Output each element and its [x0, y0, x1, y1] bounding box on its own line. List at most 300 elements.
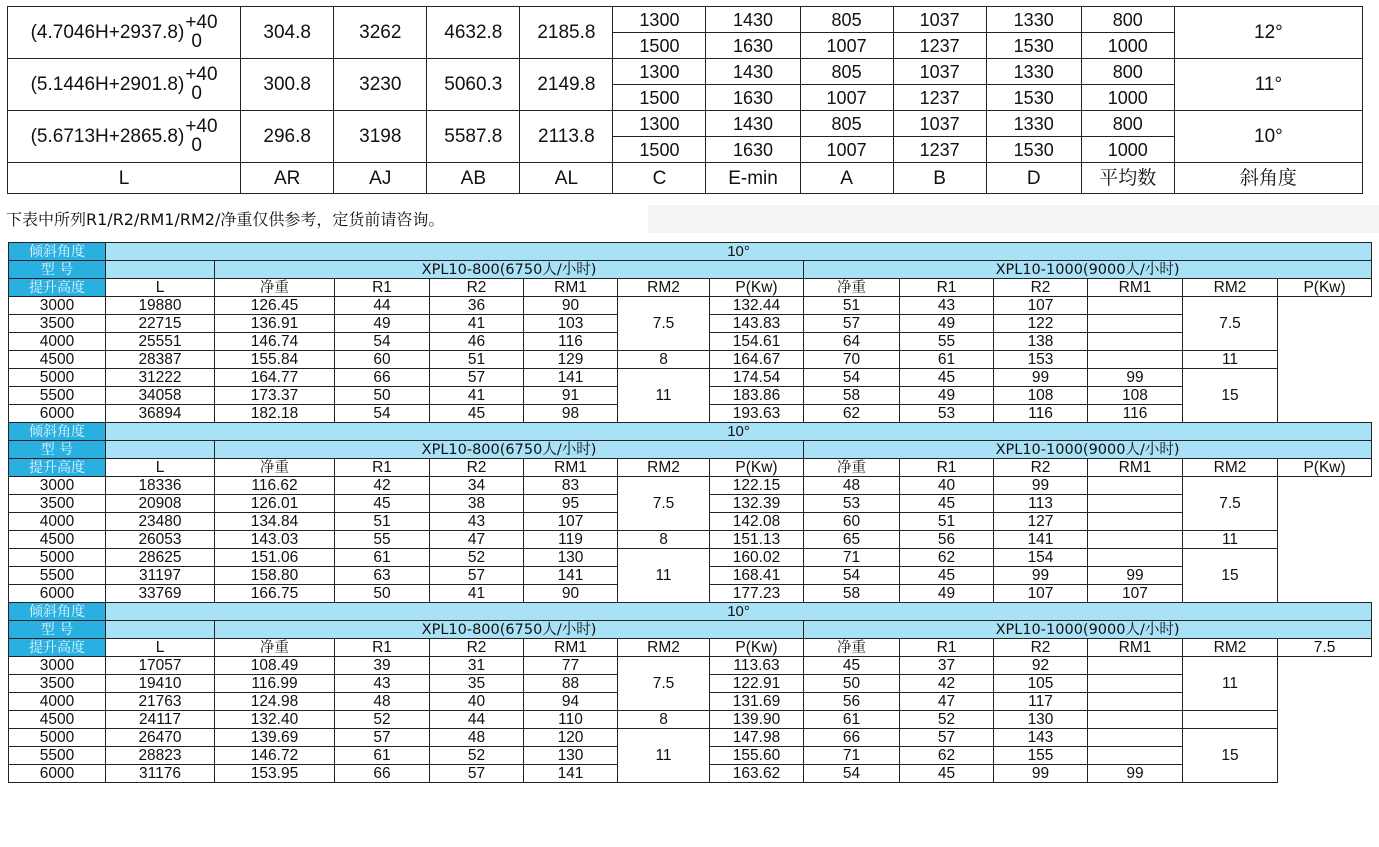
value-cell: 1000 [1081, 137, 1174, 163]
tolerance-lower: 0 [191, 82, 202, 104]
data-cell: 54 [804, 765, 900, 783]
row-label-model: 型 号 [9, 441, 106, 459]
data-cell: 83 [524, 477, 618, 495]
column-header: 净重 [804, 279, 900, 297]
data-cell: 48 [335, 693, 430, 711]
data-cell: 143 [994, 729, 1088, 747]
data-cell: 41 [430, 387, 524, 405]
value-cell: 1530 [986, 137, 1081, 163]
data-cell: 34058 [106, 387, 215, 405]
formula-text: (4.7046H+2937.8) [30, 22, 185, 43]
data-cell: 45 [430, 405, 524, 423]
data-cell: 122 [994, 315, 1088, 333]
footer-label: AB [427, 163, 520, 194]
data-cell: 31176 [106, 765, 215, 783]
data-cell: 116 [994, 405, 1088, 423]
model-a: XPL10-800(6750人/小时) [215, 261, 804, 279]
data-cell [1088, 495, 1183, 513]
tolerance-upper: +40 [185, 64, 218, 86]
value-cell: 1237 [893, 33, 986, 59]
data-cell: 132.44 [710, 297, 804, 315]
data-cell: 57 [430, 765, 524, 783]
data-cell: 163.62 [710, 765, 804, 783]
power-cell: 8 [618, 531, 710, 549]
data-cell: 49 [335, 315, 430, 333]
column-header: RM2 [1183, 639, 1278, 657]
data-cell: 99 [994, 567, 1088, 585]
height-value: 3000 [9, 657, 106, 675]
data-cell: 151.06 [215, 549, 335, 567]
power-cell: 11 [618, 369, 710, 423]
data-cell: 55 [335, 531, 430, 549]
data-cell [1088, 531, 1183, 549]
footer-label: A [800, 163, 893, 194]
height-value: 3000 [9, 297, 106, 315]
data-cell: 116.62 [215, 477, 335, 495]
height-value: 4500 [9, 531, 106, 549]
data-cell: 61 [335, 747, 430, 765]
data-cell: 122.15 [710, 477, 804, 495]
data-cell: 91 [524, 387, 618, 405]
cell-ar: 296.8 [241, 111, 334, 163]
data-cell: 44 [430, 711, 524, 729]
column-header: R2 [430, 459, 524, 477]
cell-al: 2149.8 [520, 59, 613, 111]
value-cell: 805 [800, 59, 893, 85]
data-cell: 110 [524, 711, 618, 729]
data-cell: 65 [804, 531, 900, 549]
column-header: R1 [335, 279, 430, 297]
footer-label: B [893, 163, 986, 194]
power-cell [1183, 711, 1278, 729]
height-value: 4000 [9, 333, 106, 351]
column-header: P(Kw) [1278, 459, 1372, 477]
footer-label: 斜角度 [1174, 163, 1362, 194]
data-cell: 164.67 [710, 351, 804, 369]
cell-ab: 5587.8 [427, 111, 520, 163]
data-cell [1088, 693, 1183, 711]
value-cell: 1330 [986, 111, 1081, 137]
footer-label: 平均数 [1081, 163, 1174, 194]
power-cell: 15 [1183, 369, 1278, 423]
data-cell: 107 [994, 297, 1088, 315]
data-cell: 28823 [106, 747, 215, 765]
row-label-angle: 倾斜角度 [9, 243, 106, 261]
data-cell: 155.60 [710, 747, 804, 765]
data-cell: 155.84 [215, 351, 335, 369]
value-cell: 1037 [893, 59, 986, 85]
data-cell: 143.83 [710, 315, 804, 333]
spacer-cell [106, 261, 215, 279]
data-cell: 98 [524, 405, 618, 423]
cell-aj: 3262 [334, 7, 427, 59]
value-cell: 1430 [706, 7, 800, 33]
data-cell: 113 [994, 495, 1088, 513]
data-cell: 33769 [106, 585, 215, 603]
data-cell: 46 [430, 333, 524, 351]
value-cell: 805 [800, 111, 893, 137]
column-header: RM1 [1088, 459, 1183, 477]
data-cell: 43 [335, 675, 430, 693]
data-cell: 58 [804, 387, 900, 405]
value-cell: 1330 [986, 7, 1081, 33]
data-cell: 43 [900, 297, 994, 315]
footer-label: L [8, 163, 241, 194]
data-cell: 71 [804, 549, 900, 567]
data-cell: 71 [804, 747, 900, 765]
value-cell: 1630 [706, 85, 800, 111]
data-cell: 38 [430, 495, 524, 513]
data-cell: 108.49 [215, 657, 335, 675]
data-cell: 90 [524, 585, 618, 603]
data-cell: 45 [335, 495, 430, 513]
column-header: RM2 [1183, 459, 1278, 477]
data-cell: 126.01 [215, 495, 335, 513]
data-cell: 50 [335, 387, 430, 405]
data-cell: 47 [900, 693, 994, 711]
data-cell: 37 [900, 657, 994, 675]
data-cell: 51 [900, 513, 994, 531]
data-cell: 141 [994, 531, 1088, 549]
tolerance-upper: +40 [185, 12, 218, 34]
data-cell: 174.54 [710, 369, 804, 387]
value-cell: 800 [1081, 59, 1174, 85]
column-header: 净重 [215, 279, 335, 297]
power-cell: 8 [618, 711, 710, 729]
data-cell: 147.98 [710, 729, 804, 747]
data-cell: 132.39 [710, 495, 804, 513]
specification-table [8, 242, 1372, 783]
height-value: 4500 [9, 351, 106, 369]
data-cell: 164.77 [215, 369, 335, 387]
column-header: RM1 [524, 279, 618, 297]
data-cell: 139.69 [215, 729, 335, 747]
spacer-cell [106, 621, 215, 639]
data-cell: 117 [994, 693, 1088, 711]
row-label-height: 提升高度 [9, 639, 106, 657]
power-cell: 11 [1183, 657, 1278, 711]
value-cell: 1500 [613, 137, 706, 163]
data-cell: 130 [524, 747, 618, 765]
column-header: 净重 [215, 459, 335, 477]
data-cell: 56 [804, 693, 900, 711]
data-cell: 52 [900, 711, 994, 729]
column-header: RM1 [1088, 639, 1183, 657]
value-cell: 1430 [706, 59, 800, 85]
data-cell: 51 [335, 513, 430, 531]
data-cell: 55 [900, 333, 994, 351]
data-cell [1088, 675, 1183, 693]
height-value: 4000 [9, 513, 106, 531]
data-cell: 52 [335, 711, 430, 729]
row-label-model: 型 号 [9, 621, 106, 639]
dimension-table [7, 6, 1363, 194]
column-header: R2 [994, 279, 1088, 297]
data-cell: 116.99 [215, 675, 335, 693]
data-cell: 151.13 [710, 531, 804, 549]
column-header: 7.5 [1278, 639, 1372, 657]
data-cell [1088, 477, 1183, 495]
height-value: 4000 [9, 693, 106, 711]
data-cell: 48 [430, 729, 524, 747]
value-cell: 1037 [893, 7, 986, 33]
data-cell: 21763 [106, 693, 215, 711]
data-cell: 45 [804, 657, 900, 675]
value-cell: 1300 [613, 7, 706, 33]
data-cell: 183.86 [710, 387, 804, 405]
value-cell: 1630 [706, 137, 800, 163]
data-cell: 54 [804, 567, 900, 585]
data-cell: 57 [430, 567, 524, 585]
data-cell: 146.72 [215, 747, 335, 765]
data-cell: 99 [994, 765, 1088, 783]
data-cell: 126.45 [215, 297, 335, 315]
data-cell: 107 [524, 513, 618, 531]
spacer-cell [106, 441, 215, 459]
column-header: L [106, 639, 215, 657]
data-cell: 47 [430, 531, 524, 549]
data-cell: 63 [335, 567, 430, 585]
value-cell: 1430 [706, 111, 800, 137]
data-cell: 92 [994, 657, 1088, 675]
formula-cell [8, 7, 241, 59]
data-cell: 26053 [106, 531, 215, 549]
tolerance [185, 66, 217, 102]
data-cell: 52 [430, 747, 524, 765]
cell-ar: 304.8 [241, 7, 334, 59]
column-header: R2 [430, 639, 524, 657]
value-cell: 1300 [613, 59, 706, 85]
data-cell: 158.80 [215, 567, 335, 585]
model-b: XPL10-1000(9000人/小时) [804, 441, 1372, 459]
value-cell: 1237 [893, 137, 986, 163]
data-cell: 35 [430, 675, 524, 693]
data-cell: 45 [900, 495, 994, 513]
cell-al: 2185.8 [520, 7, 613, 59]
power-cell: 11 [618, 549, 710, 603]
data-cell [1088, 351, 1183, 369]
data-cell: 99 [1088, 369, 1183, 387]
data-cell: 40 [430, 693, 524, 711]
height-value: 3500 [9, 315, 106, 333]
height-value: 6000 [9, 405, 106, 423]
data-cell: 119 [524, 531, 618, 549]
value-cell: 1007 [800, 33, 893, 59]
data-cell: 57 [900, 729, 994, 747]
power-cell: 15 [1183, 729, 1278, 783]
data-cell: 50 [335, 585, 430, 603]
value-cell: 1500 [613, 85, 706, 111]
cell-al: 2113.8 [520, 111, 613, 163]
tolerance-lower: 0 [191, 134, 202, 156]
data-cell: 17057 [106, 657, 215, 675]
data-cell: 173.37 [215, 387, 335, 405]
data-cell: 41 [430, 585, 524, 603]
power-cell: 7.5 [618, 657, 710, 711]
value-cell: 1037 [893, 111, 986, 137]
data-cell: 77 [524, 657, 618, 675]
data-cell: 99 [994, 369, 1088, 387]
data-cell: 107 [1088, 585, 1183, 603]
data-cell: 166.75 [215, 585, 335, 603]
data-cell: 154.61 [710, 333, 804, 351]
data-cell [1088, 747, 1183, 765]
value-cell: 1000 [1081, 33, 1174, 59]
data-cell: 42 [335, 477, 430, 495]
data-cell: 49 [900, 585, 994, 603]
data-cell: 141 [524, 765, 618, 783]
power-cell: 11 [1183, 531, 1278, 549]
data-cell: 60 [804, 513, 900, 531]
data-cell: 155 [994, 747, 1088, 765]
data-cell: 54 [804, 369, 900, 387]
data-cell: 24117 [106, 711, 215, 729]
data-cell: 66 [335, 369, 430, 387]
data-cell: 28387 [106, 351, 215, 369]
value-cell: 1530 [986, 33, 1081, 59]
height-value: 3500 [9, 675, 106, 693]
data-cell: 51 [430, 351, 524, 369]
power-cell: 7.5 [618, 297, 710, 351]
model-a: XPL10-800(6750人/小时) [215, 441, 804, 459]
data-cell: 108 [994, 387, 1088, 405]
data-cell: 66 [804, 729, 900, 747]
height-value: 6000 [9, 765, 106, 783]
value-cell: 1500 [613, 33, 706, 59]
model-a: XPL10-800(6750人/小时) [215, 621, 804, 639]
column-header: 净重 [804, 459, 900, 477]
data-cell: 45 [900, 765, 994, 783]
data-cell: 153.95 [215, 765, 335, 783]
cell-aj: 3230 [334, 59, 427, 111]
data-cell: 99 [994, 477, 1088, 495]
data-cell: 58 [804, 585, 900, 603]
value-cell: 1300 [613, 111, 706, 137]
data-cell: 108 [1088, 387, 1183, 405]
data-cell: 131.69 [710, 693, 804, 711]
data-cell: 61 [900, 351, 994, 369]
data-cell: 45 [900, 369, 994, 387]
data-cell: 134.84 [215, 513, 335, 531]
data-cell: 57 [335, 729, 430, 747]
data-cell [1088, 513, 1183, 531]
column-header: L [106, 459, 215, 477]
data-cell: 34 [430, 477, 524, 495]
model-b: XPL10-1000(9000人/小时) [804, 621, 1372, 639]
data-cell: 153 [994, 351, 1088, 369]
data-cell: 39 [335, 657, 430, 675]
angle-value: 10° [106, 423, 1372, 441]
data-cell [1088, 657, 1183, 675]
formula-cell [8, 111, 241, 163]
row-label-height: 提升高度 [9, 279, 106, 297]
data-cell: 99 [1088, 567, 1183, 585]
data-cell: 36894 [106, 405, 215, 423]
power-cell: 7.5 [618, 477, 710, 531]
data-cell: 61 [804, 711, 900, 729]
data-cell: 40 [900, 477, 994, 495]
data-cell: 168.41 [710, 567, 804, 585]
model-b: XPL10-1000(9000人/小时) [804, 261, 1372, 279]
data-cell: 141 [524, 567, 618, 585]
tolerance-lower: 0 [191, 30, 202, 52]
column-header: P(Kw) [1278, 279, 1372, 297]
column-header: RM2 [1183, 279, 1278, 297]
data-cell: 103 [524, 315, 618, 333]
data-cell: 26470 [106, 729, 215, 747]
data-cell: 62 [900, 549, 994, 567]
data-cell: 61 [335, 549, 430, 567]
value-cell: 1330 [986, 59, 1081, 85]
height-value: 4500 [9, 711, 106, 729]
data-cell: 64 [804, 333, 900, 351]
data-cell: 42 [900, 675, 994, 693]
data-cell: 57 [804, 315, 900, 333]
data-cell: 57 [430, 369, 524, 387]
data-cell: 70 [804, 351, 900, 369]
data-cell: 129 [524, 351, 618, 369]
data-cell [1088, 333, 1183, 351]
height-value: 5500 [9, 567, 106, 585]
column-header: RM1 [1088, 279, 1183, 297]
footer-label: D [986, 163, 1081, 194]
column-header: RM2 [618, 459, 710, 477]
cell-aj: 3198 [334, 111, 427, 163]
data-cell: 138 [994, 333, 1088, 351]
data-cell [1088, 711, 1183, 729]
data-cell: 51 [804, 297, 900, 315]
data-cell: 88 [524, 675, 618, 693]
data-cell: 116 [1088, 405, 1183, 423]
reference-note: 下表中所列R1/R2/RM1/RM2/净重仅供参考，定货前请咨询。 [6, 210, 445, 229]
footer-label: AJ [334, 163, 427, 194]
data-cell: 31 [430, 657, 524, 675]
height-value: 5500 [9, 387, 106, 405]
data-cell: 143.03 [215, 531, 335, 549]
data-cell: 177.23 [710, 585, 804, 603]
data-cell: 19410 [106, 675, 215, 693]
value-cell: 805 [800, 7, 893, 33]
data-cell: 44 [335, 297, 430, 315]
data-cell: 90 [524, 297, 618, 315]
data-cell: 160.02 [710, 549, 804, 567]
data-cell: 94 [524, 693, 618, 711]
data-cell: 31197 [106, 567, 215, 585]
row-label-model: 型 号 [9, 261, 106, 279]
column-header: R1 [900, 459, 994, 477]
data-cell: 53 [804, 495, 900, 513]
value-cell: 1000 [1081, 85, 1174, 111]
column-header: RM2 [618, 639, 710, 657]
data-cell: 193.63 [710, 405, 804, 423]
data-cell: 60 [335, 351, 430, 369]
column-header: R1 [335, 459, 430, 477]
data-cell: 36 [430, 297, 524, 315]
column-header: RM1 [524, 639, 618, 657]
note-shade-band [648, 205, 1379, 233]
data-cell: 25551 [106, 333, 215, 351]
data-cell: 113.63 [710, 657, 804, 675]
data-cell: 53 [900, 405, 994, 423]
data-cell: 139.90 [710, 711, 804, 729]
height-value: 6000 [9, 585, 106, 603]
column-header: R2 [994, 459, 1088, 477]
column-header: 净重 [804, 639, 900, 657]
data-cell: 95 [524, 495, 618, 513]
row-label-angle: 倾斜角度 [9, 603, 106, 621]
value-cell: 1530 [986, 85, 1081, 111]
height-value: 5000 [9, 369, 106, 387]
